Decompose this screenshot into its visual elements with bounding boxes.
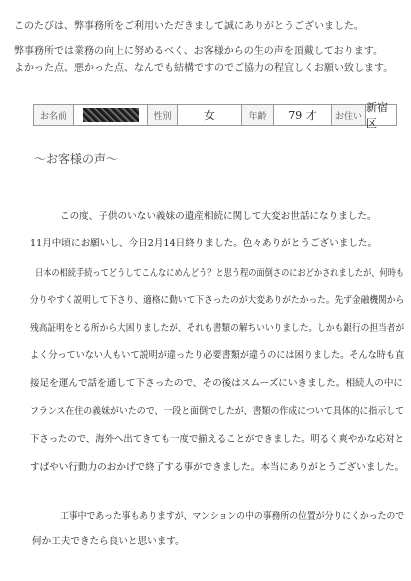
name-label: お名前 xyxy=(34,105,74,125)
gender-value: 女 xyxy=(178,105,242,125)
letter-line: よく分っていない人もいて説明が違ったり必要書類が違うのには困りました。そんな時も直 xyxy=(30,350,405,361)
intro-request xyxy=(14,43,399,77)
letter-line: 日本の相続手続ってどうしてこんなにめんどう？と思う程の面倒さのにおどかされましたが、何時も xyxy=(35,268,405,279)
customer-voice-title: 〜お客様の声〜 xyxy=(34,152,119,166)
gender-label: 性別 xyxy=(148,105,178,125)
age-value: 79 才 xyxy=(274,105,332,125)
age-label: 年齢 xyxy=(242,105,274,125)
letter-line: 接足を運んで話を通して下さったので、その後はスムーズにいきました。相続人の中に xyxy=(30,378,404,389)
customer-info-table xyxy=(33,101,397,130)
letter-line: 残高証明をとる所から大困りましたが、それも書類の解ちいいりました。しかも銀行の担当者が xyxy=(30,323,405,334)
intro-text xyxy=(14,18,399,77)
letter-line: すばやい行動力のおかげで終了する事ができました。本当にありがとうございました。 xyxy=(30,462,405,473)
letter-line: この度、子供のいない義妹の遺産相続に関して大変お世話になりました。 xyxy=(60,211,377,222)
letter-line: 何か工夫できたら良いと思います。 xyxy=(32,536,185,547)
name-redaction xyxy=(83,108,139,122)
name-value xyxy=(74,105,148,125)
letter-line: 分りやすく説明して下さり、適格に動いて下さったのが大変ありがたかった。先ず金融機関から xyxy=(30,295,405,306)
letter-line: 工事中であった事もありますが、マンションの中の事務所の位置が分りにくかったので xyxy=(60,511,405,522)
letter-line: 11月中頃にお願いし、今日2月14日終りました。色々ありがとうございました。 xyxy=(30,238,378,249)
intro-request-line-1: 弊事務所では業務の向上に努めるべく、お客様からの生の声を頂戴しております。 xyxy=(14,46,383,57)
intro-request-line-2: よかった点、悪かった点、なんでも結構ですのでご協力の程宜しくお願い致します。 xyxy=(14,63,394,74)
address-label: お住い xyxy=(332,105,366,125)
letter-line: フランス在住の義妹がいたので、一段と面倒でしたが、書類の作成について具体的に指示して xyxy=(30,406,405,417)
intro-thanks: このたびは、弊事務所をご利用いただきまして誠にありがとうございました。 xyxy=(14,21,364,32)
letter-line: 下さったので、海外へ出てきても一度で揃えることができました。明るく爽やかな応対と xyxy=(30,434,404,445)
address-value: 新宿区 xyxy=(366,101,388,130)
